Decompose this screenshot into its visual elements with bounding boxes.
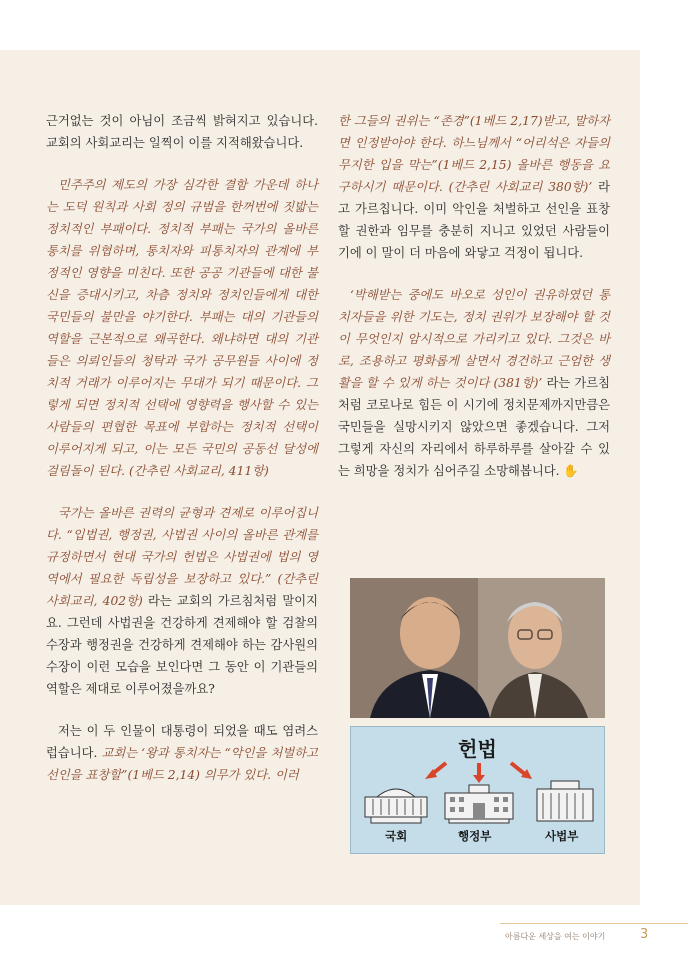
constitution-illustration — [350, 726, 605, 854]
right-column — [338, 110, 610, 502]
paragraph — [46, 110, 318, 154]
paragraph-text: 저는 이 두 인물이 대통령이 되었을 때도 염려스럽습니다. — [46, 724, 318, 760]
quote-text: 민주주의 제도의 가장 심각한 결함 가운데 하나는 도덕 원칙과 사회 정의 규범을 한꺼번에 짓밟는 정치적인 부패이다. 정치적 부패는 국가의 올바른 통치를 위협하며, 통치자와 피통치자의 관계에 부정적인 영향을 미친다. 또한 공공 기관들에 대한 불신을 증대시키고, 차츰 정치와 정치인들에게 대한 국민들의 불만을 야기한다. 부패는 대의 기관들의 역할을 근본적으로 왜곡한다. 왜냐하면 대의 기관들은 의뢰인들의 청탁과 국가 공무원들 사이에 정치적 거래가 이루어지는 무대가 되기 때문이다. 그렇게 되면 정치적 선택에 영향력을 행사할 수 있는 사람들의 편협한 목표에 부합하는 정치적 선택이 이루어지게 되고, 이는 모든 국민의 공동선 달성에 걸림돌이 된다. (간추린 사회교리, 411항) — [46, 178, 318, 478]
quote-text: 국가는 올바른 권력의 균형과 견제로 이루어집니다. “입법권, 행정권, 사법권 사이의 올바른 관계를 규정하면서 현대 국가의 헌법은 사법권에 법의 영역에서 필요한 독립성을 보장하고 있다.” (간추린 사회교리, 402항) — [46, 506, 318, 608]
paragraph-quote — [46, 174, 318, 482]
hand-icon: ✋ — [559, 464, 579, 478]
paragraph-text: 근거없는 것이 아님이 조금씩 밝혀지고 있습니다. 교회의 사회교리는 일찍이 이를 지적해왔습니다. — [46, 114, 318, 150]
footer-magazine-title: 아름다운 세상을 여는 이야기 — [505, 932, 606, 941]
left-column — [46, 110, 318, 806]
quote-text: 한 그들의 권위는 “존경”(1베드 2,17)받고, 말하자면 인정받아야 한다. 하느님께서 “어리석은 자들의 무지한 입을 막는”(1베드 2,15) 올바른 행동을 요구하시기 때문이다. (간추린 사회교리 380항)’ — [338, 114, 610, 194]
paragraph — [338, 284, 610, 482]
quote-text: 교회는 ‘왕과 통치자는 “악인을 처벌하고 선인을 표창할”(1베드 2,14) 의무가 있다. 이러 — [46, 746, 318, 782]
portrait-illustration — [350, 578, 605, 718]
right-margin — [640, 0, 688, 971]
building-label-national-assembly: 국회 — [385, 829, 408, 843]
paragraph-text: 라고 가르칩니다. 이미 악인을 처벌하고 선인을 표창할 권한과 임무를 충분히 지니고 있었던 사람들이기에 이 말이 더 마음에 와닿고 걱정이 됩니다. — [338, 180, 610, 260]
constitution-title: 헌법 — [458, 737, 497, 761]
building-label-judiciary: 사법부 — [545, 829, 579, 843]
paragraph — [46, 720, 318, 786]
portrait-photo — [350, 578, 605, 718]
paragraph — [338, 110, 610, 264]
footer-divider — [500, 923, 688, 924]
building-label-executive: 행정부 — [458, 829, 492, 843]
quote-text: ‘박해받는 중에도 바오로 성인이 권유하였던 통치자들을 위한 기도는, 정치 권위가 보장해야 할 것이 무엇인지 암시적으로 가리키고 있다. 그것은 바로, 조용하고 평화롭게 살면서 경건하고 근엄한 생활을 할 수 있게 하는 것이다 (381항)’ — [338, 288, 610, 390]
paragraph — [46, 502, 318, 700]
paragraph-text: 라는 가르침처럼 코로나로 힘든 이 시기에 정치문제까지만큼은 국민들을 실망시키지 않았으면 좋겠습니다. 그저 그렇게 자신의 자리에서 하루하루를 살아갈 수 있는 희망을 정치가 심어주길 소망해봅니다. — [338, 376, 610, 478]
page-number: 3 — [640, 927, 649, 942]
paragraph-text: 라는 교회의 가르침처럼 말이지요. 그런데 사법권을 건강하게 견제해야 할 검찰의 수장과 행정권을 건강하게 견제해야 하는 감사원의 수장이 이런 모습을 보인다면 그 동안 이 기관들의 역할은 제대로 이루어졌을까요? — [46, 594, 319, 696]
